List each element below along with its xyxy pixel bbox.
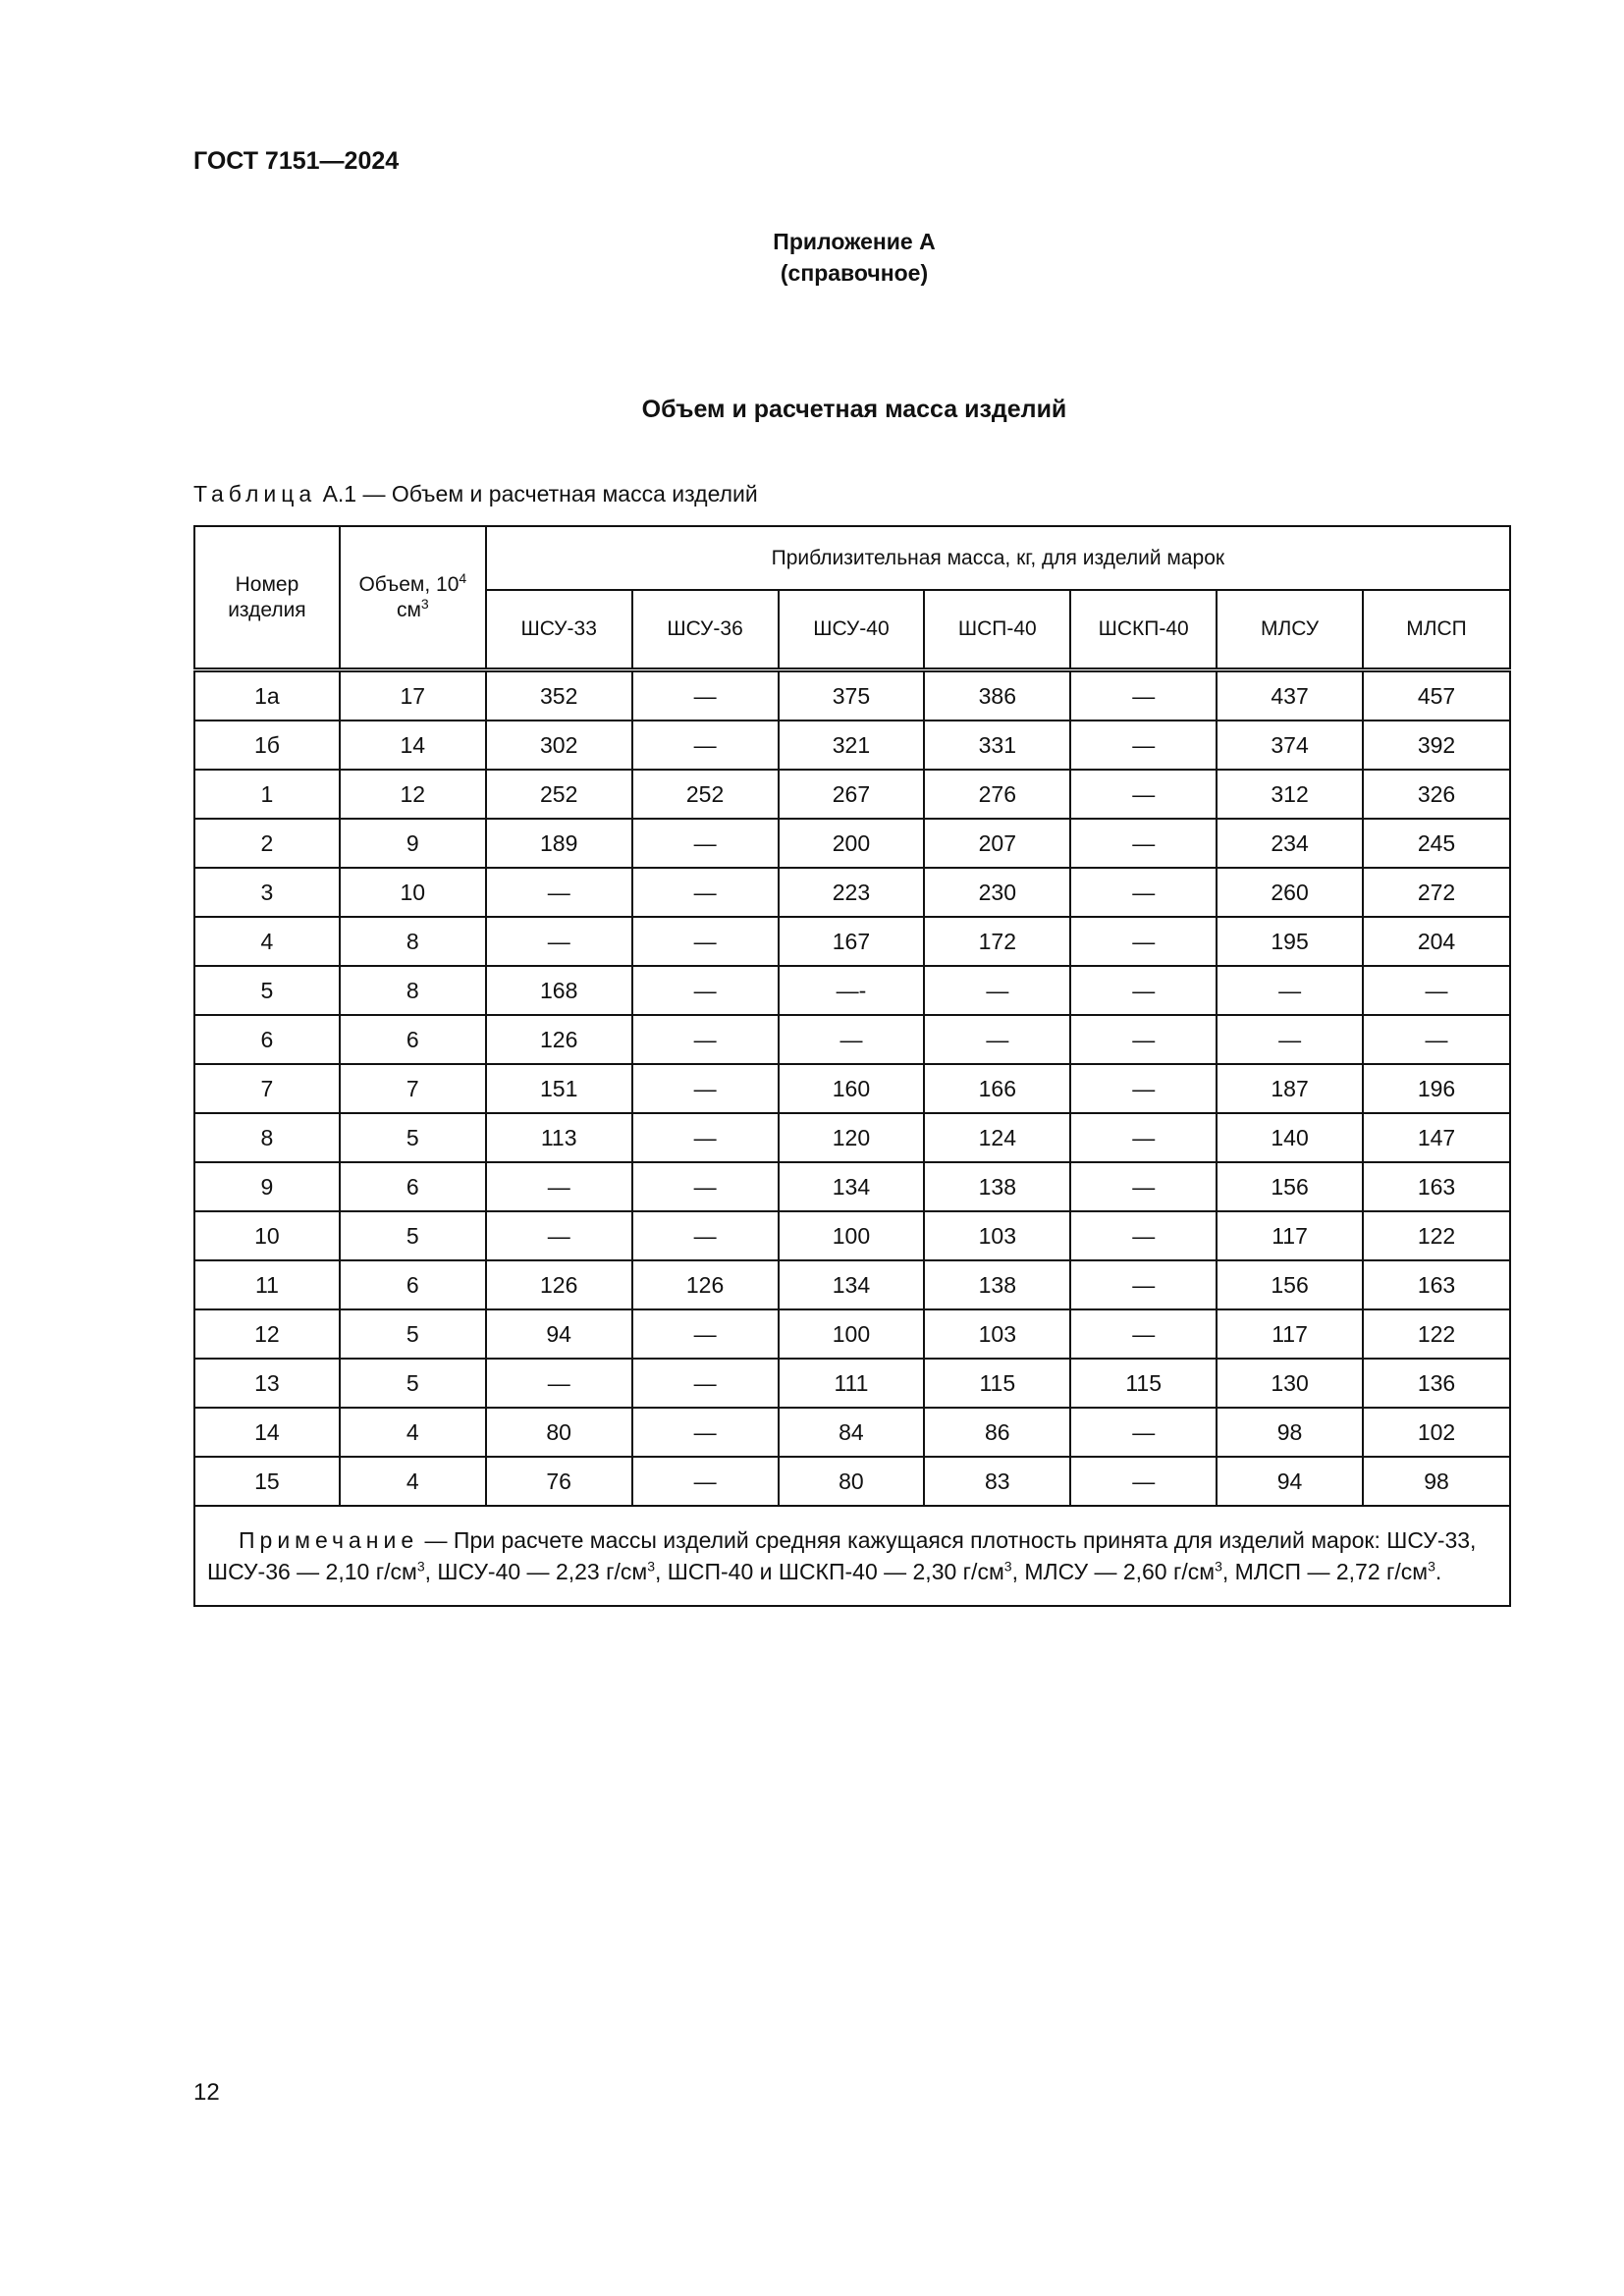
table-row bbox=[194, 721, 1510, 770]
table-cell: 156 bbox=[1217, 1260, 1363, 1309]
table-cell: — bbox=[1070, 1457, 1217, 1506]
table-cell: — bbox=[1070, 1408, 1217, 1457]
table-cell: — bbox=[632, 1457, 779, 1506]
table-caption-text: А.1 — Объем и расчетная масса изделий bbox=[316, 481, 758, 507]
table-cell: — bbox=[632, 868, 779, 917]
table-cell: 126 bbox=[486, 1260, 632, 1309]
table-cell: 196 bbox=[1363, 1064, 1510, 1113]
table-cell: 122 bbox=[1363, 1309, 1510, 1359]
table-cell: 276 bbox=[924, 770, 1070, 819]
table-cell: 14 bbox=[194, 1408, 340, 1457]
table-cell: 302 bbox=[486, 721, 632, 770]
note-text: . bbox=[1435, 1559, 1442, 1584]
table-cell: 115 bbox=[1070, 1359, 1217, 1408]
table-row bbox=[194, 1113, 1510, 1162]
note-text: — При расчете массы изделий средняя кажущаяся плотность принята для изделий марок: ШСУ-33, ШСУ-36 — 2,10 г/см bbox=[207, 1527, 1477, 1584]
table-cell: 12 bbox=[194, 1309, 340, 1359]
table-row bbox=[194, 1457, 1510, 1506]
table-cell: 2 bbox=[194, 819, 340, 868]
note-exponent: 3 bbox=[647, 1558, 655, 1575]
table-cell: — bbox=[1217, 966, 1363, 1015]
table-cell: 375 bbox=[779, 670, 925, 721]
table-row bbox=[194, 1162, 1510, 1211]
table-cell: 113 bbox=[486, 1113, 632, 1162]
table-cell: 138 bbox=[924, 1162, 1070, 1211]
table-cell: 6 bbox=[340, 1162, 486, 1211]
table-cell: — bbox=[1070, 819, 1217, 868]
table-cell: — bbox=[486, 1211, 632, 1260]
table-cell: 14 bbox=[340, 721, 486, 770]
table-cell: — bbox=[632, 1309, 779, 1359]
table-cell: 6 bbox=[340, 1260, 486, 1309]
table-cell: 151 bbox=[486, 1064, 632, 1113]
table-row bbox=[194, 1260, 1510, 1309]
table-cell: 140 bbox=[1217, 1113, 1363, 1162]
table-cell: 6 bbox=[194, 1015, 340, 1064]
table-body bbox=[194, 670, 1510, 1607]
table-cell: 1 bbox=[194, 770, 340, 819]
table-cell: 5 bbox=[340, 1113, 486, 1162]
table-row bbox=[194, 1015, 1510, 1064]
table-row bbox=[194, 1408, 1510, 1457]
table-cell: 312 bbox=[1217, 770, 1363, 819]
table-cell: 352 bbox=[486, 670, 632, 721]
table-cell: 80 bbox=[486, 1408, 632, 1457]
table-cell: 80 bbox=[779, 1457, 925, 1506]
table-cell: 10 bbox=[194, 1211, 340, 1260]
table-cell: 134 bbox=[779, 1260, 925, 1309]
appendix-title: Приложение А bbox=[773, 229, 936, 254]
header-brand: МЛСУ bbox=[1217, 590, 1363, 670]
appendix-subtitle: (справочное) bbox=[780, 260, 929, 286]
table-cell: 272 bbox=[1363, 868, 1510, 917]
note-text: , ШСП-40 и ШСКП-40 — 2,30 г/см bbox=[655, 1559, 1004, 1584]
table-cell: 260 bbox=[1217, 868, 1363, 917]
table-cell: 103 bbox=[924, 1309, 1070, 1359]
table-row bbox=[194, 819, 1510, 868]
table-cell: 86 bbox=[924, 1408, 1070, 1457]
table-note bbox=[194, 1506, 1510, 1606]
table-cell: — bbox=[1070, 770, 1217, 819]
table-cell: 3 bbox=[194, 868, 340, 917]
table-cell: 147 bbox=[1363, 1113, 1510, 1162]
table-cell: — bbox=[486, 1162, 632, 1211]
table-cell: 100 bbox=[779, 1309, 925, 1359]
table-cell: 117 bbox=[1217, 1211, 1363, 1260]
table-cell: 195 bbox=[1217, 917, 1363, 966]
appendix-heading bbox=[0, 226, 1624, 289]
table-cell: 167 bbox=[779, 917, 925, 966]
table-cell: — bbox=[632, 1408, 779, 1457]
table-cell: 15 bbox=[194, 1457, 340, 1506]
table-cell: 207 bbox=[924, 819, 1070, 868]
header-brand: ШСУ-33 bbox=[486, 590, 632, 670]
table-cell: 5 bbox=[340, 1359, 486, 1408]
header-volume-label: Объем, 10 bbox=[358, 572, 460, 596]
table-cell: 166 bbox=[924, 1064, 1070, 1113]
table-cell: 156 bbox=[1217, 1162, 1363, 1211]
table-cell: — bbox=[486, 868, 632, 917]
table-cell: 189 bbox=[486, 819, 632, 868]
table-cell: 76 bbox=[486, 1457, 632, 1506]
table-cell: — bbox=[1070, 1211, 1217, 1260]
table-row bbox=[194, 770, 1510, 819]
table-cell: — bbox=[1070, 1064, 1217, 1113]
table-cell: 4 bbox=[340, 1408, 486, 1457]
page-number: 12 bbox=[193, 2079, 220, 2106]
table-cell: — bbox=[1363, 1015, 1510, 1064]
table-cell: — bbox=[1070, 966, 1217, 1015]
table-cell: 98 bbox=[1363, 1457, 1510, 1506]
table-cell: 267 bbox=[779, 770, 925, 819]
table-cell: 103 bbox=[924, 1211, 1070, 1260]
table-cell: 200 bbox=[779, 819, 925, 868]
table-cell: 134 bbox=[779, 1162, 925, 1211]
table-cell: 252 bbox=[486, 770, 632, 819]
table-cell: 245 bbox=[1363, 819, 1510, 868]
table-cell: — bbox=[632, 1015, 779, 1064]
table-cell: — bbox=[632, 1211, 779, 1260]
table-cell: — bbox=[632, 1113, 779, 1162]
mass-table bbox=[193, 525, 1511, 1607]
table-cell: 136 bbox=[1363, 1359, 1510, 1408]
table-cell: — bbox=[924, 1015, 1070, 1064]
table-cell: 7 bbox=[340, 1064, 486, 1113]
table-cell: 8 bbox=[340, 917, 486, 966]
table-cell: — bbox=[486, 917, 632, 966]
table-cell: — bbox=[632, 1359, 779, 1408]
table-cell: 8 bbox=[194, 1113, 340, 1162]
header-mass-group: Приблизительная масса, кг, для изделий марок bbox=[486, 526, 1510, 590]
table-row bbox=[194, 1211, 1510, 1260]
table-cell: 392 bbox=[1363, 721, 1510, 770]
table-cell: 83 bbox=[924, 1457, 1070, 1506]
table-cell: 234 bbox=[1217, 819, 1363, 868]
header-brand: ШСУ-40 bbox=[779, 590, 925, 670]
table-cell: 1а bbox=[194, 670, 340, 721]
table-cell: — bbox=[632, 721, 779, 770]
table-cell: 223 bbox=[779, 868, 925, 917]
table-cell: — bbox=[1070, 917, 1217, 966]
header-item-number: Номер изделия bbox=[194, 526, 340, 670]
table-cell: 12 bbox=[340, 770, 486, 819]
header-volume-unit: см bbox=[396, 598, 421, 621]
table-cell: — bbox=[1070, 1162, 1217, 1211]
table-cell: — bbox=[924, 966, 1070, 1015]
table-cell: — bbox=[1070, 1015, 1217, 1064]
table-caption-label: Таблица bbox=[193, 481, 317, 507]
table-cell: — bbox=[486, 1359, 632, 1408]
header-brand: МЛСП bbox=[1363, 590, 1510, 670]
header-brand: ШСП-40 bbox=[924, 590, 1070, 670]
header-brand: ШСКП-40 bbox=[1070, 590, 1217, 670]
note-text: , МЛСУ — 2,60 г/см bbox=[1011, 1559, 1216, 1584]
table-cell: 13 bbox=[194, 1359, 340, 1408]
table-cell: 84 bbox=[779, 1408, 925, 1457]
table-cell: — bbox=[1070, 1113, 1217, 1162]
table-cell: 111 bbox=[779, 1359, 925, 1408]
table-cell: 124 bbox=[924, 1113, 1070, 1162]
note-label: Примечание bbox=[239, 1527, 419, 1553]
table-cell: 374 bbox=[1217, 721, 1363, 770]
table-cell: — bbox=[1070, 721, 1217, 770]
table-cell: 5 bbox=[340, 1211, 486, 1260]
document-code: ГОСТ 7151—2024 bbox=[193, 147, 400, 175]
header-volume bbox=[340, 526, 486, 670]
table-cell: 1б bbox=[194, 721, 340, 770]
table-cell: 8 bbox=[340, 966, 486, 1015]
table-row bbox=[194, 670, 1510, 721]
table-row bbox=[194, 917, 1510, 966]
table-cell: 331 bbox=[924, 721, 1070, 770]
table-row bbox=[194, 1309, 1510, 1359]
table-cell: 126 bbox=[486, 1015, 632, 1064]
table-caption bbox=[193, 481, 758, 507]
table-cell: 17 bbox=[340, 670, 486, 721]
table-row bbox=[194, 868, 1510, 917]
table-cell: — bbox=[1070, 1309, 1217, 1359]
table-cell: — bbox=[1070, 670, 1217, 721]
table-cell: 120 bbox=[779, 1113, 925, 1162]
table-cell: 94 bbox=[1217, 1457, 1363, 1506]
table-cell: 138 bbox=[924, 1260, 1070, 1309]
table-cell: — bbox=[632, 966, 779, 1015]
table-cell: — bbox=[632, 1162, 779, 1211]
table-cell: — bbox=[1217, 1015, 1363, 1064]
table-cell: 94 bbox=[486, 1309, 632, 1359]
table-row bbox=[194, 1359, 1510, 1408]
table-cell: 98 bbox=[1217, 1408, 1363, 1457]
note-exponent: 3 bbox=[1428, 1558, 1435, 1575]
table-cell: 204 bbox=[1363, 917, 1510, 966]
table-cell: 9 bbox=[194, 1162, 340, 1211]
table-cell: 117 bbox=[1217, 1309, 1363, 1359]
table-cell: 437 bbox=[1217, 670, 1363, 721]
table-row bbox=[194, 1064, 1510, 1113]
table-cell: 102 bbox=[1363, 1408, 1510, 1457]
table-cell: 9 bbox=[340, 819, 486, 868]
table-cell: 130 bbox=[1217, 1359, 1363, 1408]
table-cell: — bbox=[1070, 868, 1217, 917]
table-cell: 163 bbox=[1363, 1162, 1510, 1211]
table-cell: — bbox=[632, 670, 779, 721]
table-cell: — bbox=[632, 917, 779, 966]
note-text: , ШСУ-40 — 2,23 г/см bbox=[424, 1559, 648, 1584]
table-cell: 126 bbox=[632, 1260, 779, 1309]
note-exponent: 3 bbox=[416, 1558, 425, 1575]
table-cell: 230 bbox=[924, 868, 1070, 917]
section-title: Объем и расчетная масса изделий bbox=[641, 396, 1067, 423]
note-text: , МЛСП — 2,72 г/см bbox=[1221, 1559, 1429, 1584]
table-cell: — bbox=[1363, 966, 1510, 1015]
table-cell: — bbox=[632, 819, 779, 868]
table-cell: 163 bbox=[1363, 1260, 1510, 1309]
table-cell: 4 bbox=[340, 1457, 486, 1506]
header-volume-exponent: 4 bbox=[459, 569, 467, 586]
table-cell: — bbox=[779, 1015, 925, 1064]
note-exponent: 3 bbox=[1003, 1558, 1012, 1575]
table-cell: 11 bbox=[194, 1260, 340, 1309]
table-cell: 115 bbox=[924, 1359, 1070, 1408]
table-cell: 187 bbox=[1217, 1064, 1363, 1113]
table-cell: 5 bbox=[194, 966, 340, 1015]
note-exponent: 3 bbox=[1215, 1558, 1222, 1575]
table-cell: 122 bbox=[1363, 1211, 1510, 1260]
table-cell: — bbox=[1070, 1260, 1217, 1309]
table-cell: 326 bbox=[1363, 770, 1510, 819]
table-cell: — bbox=[632, 1064, 779, 1113]
table-row bbox=[194, 966, 1510, 1015]
table-cell: 160 bbox=[779, 1064, 925, 1113]
table-cell: 386 bbox=[924, 670, 1070, 721]
table-cell: 7 bbox=[194, 1064, 340, 1113]
table-cell: 321 bbox=[779, 721, 925, 770]
header-volume-unit-exponent: 3 bbox=[420, 595, 429, 612]
table-cell: 172 bbox=[924, 917, 1070, 966]
table-cell: 457 bbox=[1363, 670, 1510, 721]
table-cell: 100 bbox=[779, 1211, 925, 1260]
table-cell: 5 bbox=[340, 1309, 486, 1359]
table-cell: 252 bbox=[632, 770, 779, 819]
table-cell: —- bbox=[779, 966, 925, 1015]
header-brand: ШСУ-36 bbox=[632, 590, 779, 670]
table-cell: 4 bbox=[194, 917, 340, 966]
table-cell: 10 bbox=[340, 868, 486, 917]
table-cell: 168 bbox=[486, 966, 632, 1015]
table-cell: 6 bbox=[340, 1015, 486, 1064]
